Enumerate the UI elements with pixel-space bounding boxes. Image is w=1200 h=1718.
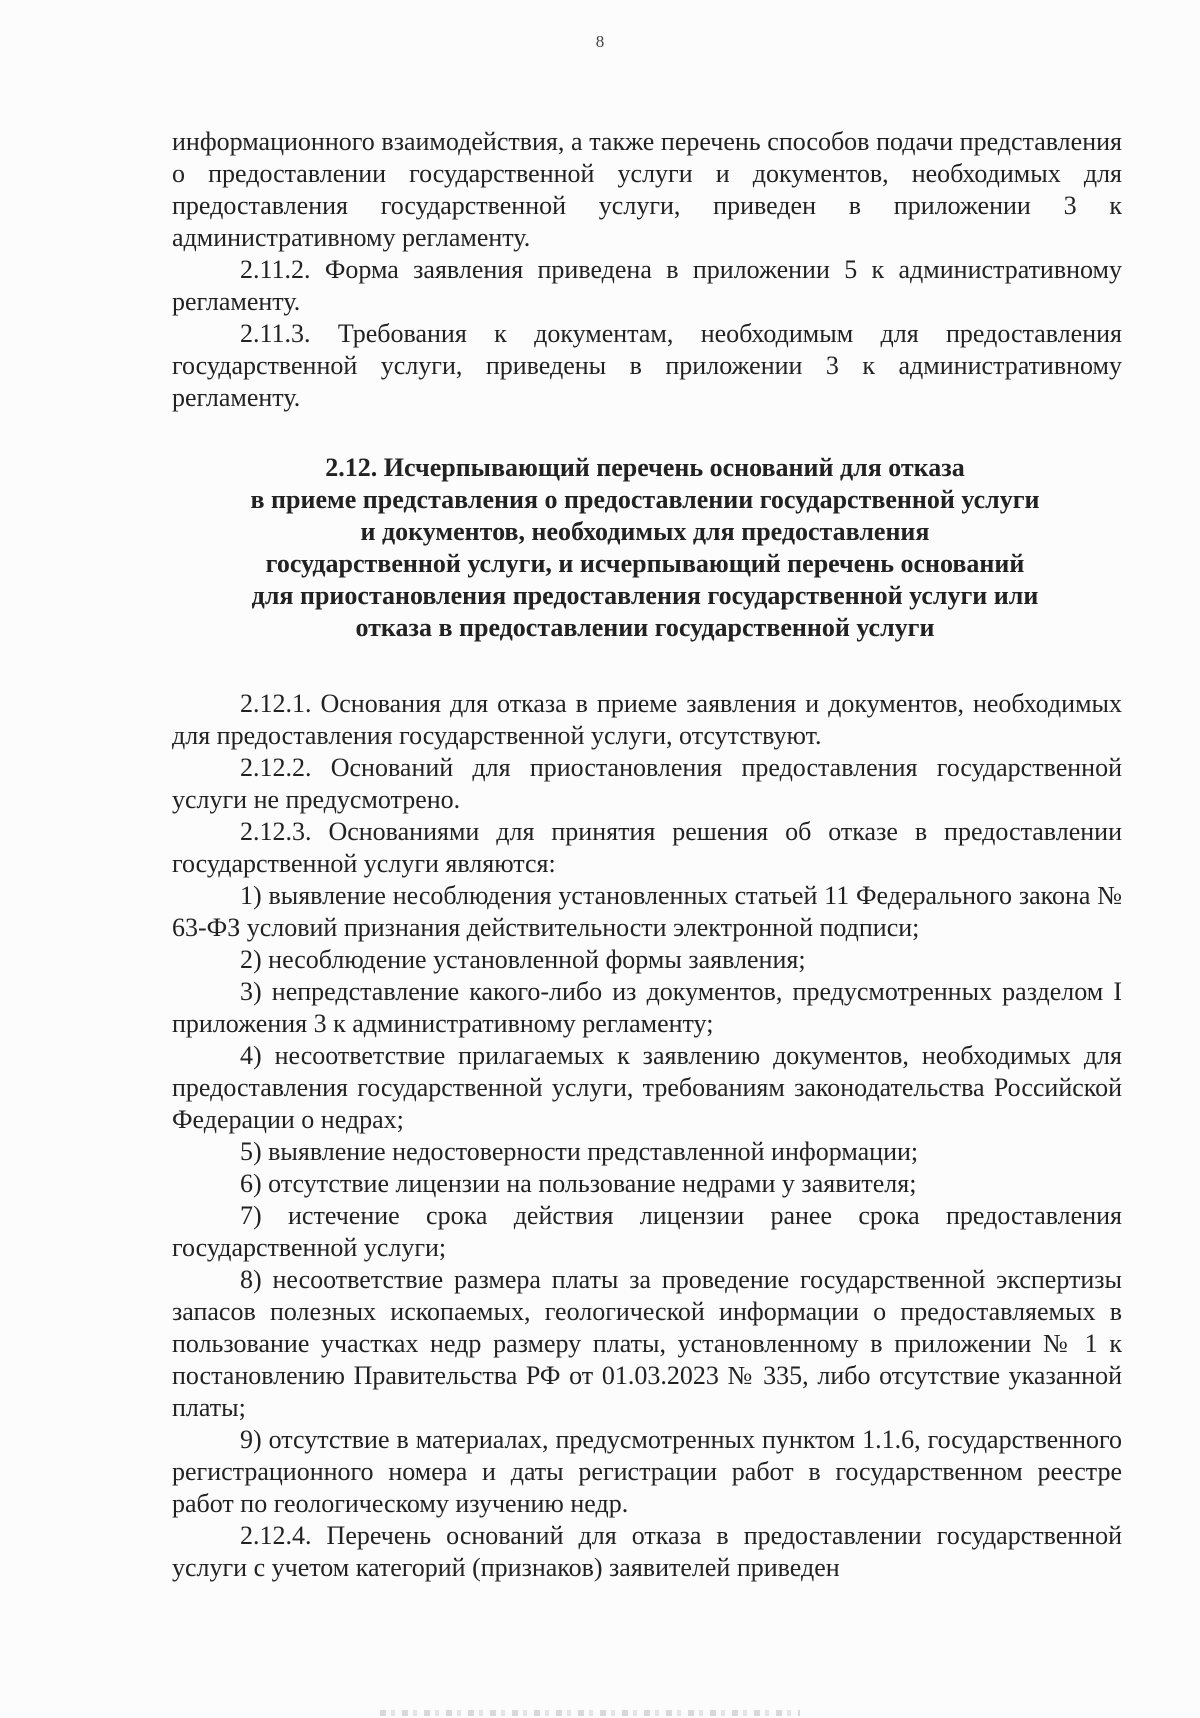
list-item: 6) отсутствие лицензии на пользование недрами у заявителя; <box>240 1169 917 1198</box>
list-item: 2) несоблюдение установленной формы заявления; <box>240 945 806 974</box>
heading-line: отказа в предоставлении государственной услуги <box>355 613 935 642</box>
list-item: 4) несоответствие прилагаемых к заявлению документов, необходимых для предоставления государственной услуги, требованиям законодательства Российской Федерации о недрах; <box>172 1041 1122 1134</box>
heading-line: государственной услуги, и исчерпывающий перечень оснований <box>265 549 1025 578</box>
paragraph: 2.11.3. Требования к документам, необходимым для предоставления государственной услуги, приведены в приложении 3 к административному регламенту. <box>172 319 1122 412</box>
heading-line: в приеме представления о предоставлении государственной услуги <box>250 485 1040 514</box>
heading-line: и документов, необходимых для предоставления <box>360 517 930 546</box>
main-text-block <box>172 688 1122 1584</box>
paragraph: 2.11.2. Форма заявления приведена в приложении 5 к административному регламенту. <box>172 255 1122 316</box>
list-item: 7) истечение срока действия лицензии ранее срока предоставления государственной услуги; <box>172 1201 1122 1262</box>
list-item: 5) выявление недостоверности представленной информации; <box>240 1137 919 1166</box>
list-item: 9) отсутствие в материалах, предусмотренных пунктом 1.1.6, государственного регистрационного номера и даты регистрации работ в государственном реестре работ по геологическому изучению недр. <box>172 1425 1122 1518</box>
paragraph: 2.12.1. Основания для отказа в приеме заявления и документов, необходимых для предоставления государственной услуги, отсутствуют. <box>172 689 1122 750</box>
list-item: 8) несоответствие размера платы за проведение государственной экспертизы запасов полезных ископаемых, геологической информации о предоставляемых в пользование участках недр размеру платы, установленному в приложении № 1 к постановлению Правительства РФ от 01.03.2023 № 335, либо отсутствие указанной платы; <box>172 1265 1122 1422</box>
paragraph: 2.12.4. Перечень оснований для отказа в предоставлении государственной услуги с учетом категорий (признаков) заявителей приведен <box>172 1521 1122 1582</box>
list-item: 3) непредставление какого-либо из документов, предусмотренных разделом I приложения 3 к административному регламенту; <box>172 977 1122 1038</box>
paragraph: информационного взаимодействия, а также перечень способов подачи представления о предоставлении государственной услуги и документов, необходимых для предоставления государственной услуги, приведен в приложении 3 к административному регламенту. <box>172 127 1122 252</box>
scan-artifact <box>380 1710 800 1716</box>
top-text-block <box>172 126 1122 414</box>
heading-line: для приостановления предоставления государственной услуги или <box>251 581 1039 610</box>
heading-line: 2.12. Исчерпывающий перечень оснований для отказа <box>325 453 965 482</box>
paragraph: 2.12.2. Оснований для приостановления предоставления государственной услуги не предусмотрено. <box>172 753 1122 814</box>
section-heading <box>170 452 1120 644</box>
list-item: 1) выявление несоблюдения установленных статьей 11 Федерального закона № 63-ФЗ условий признания действительности электронной подписи; <box>172 881 1122 942</box>
page-number: 8 <box>595 32 605 51</box>
paragraph: 2.12.3. Основаниями для принятия решения об отказе в предоставлении государственной услуги являются: <box>172 817 1122 878</box>
